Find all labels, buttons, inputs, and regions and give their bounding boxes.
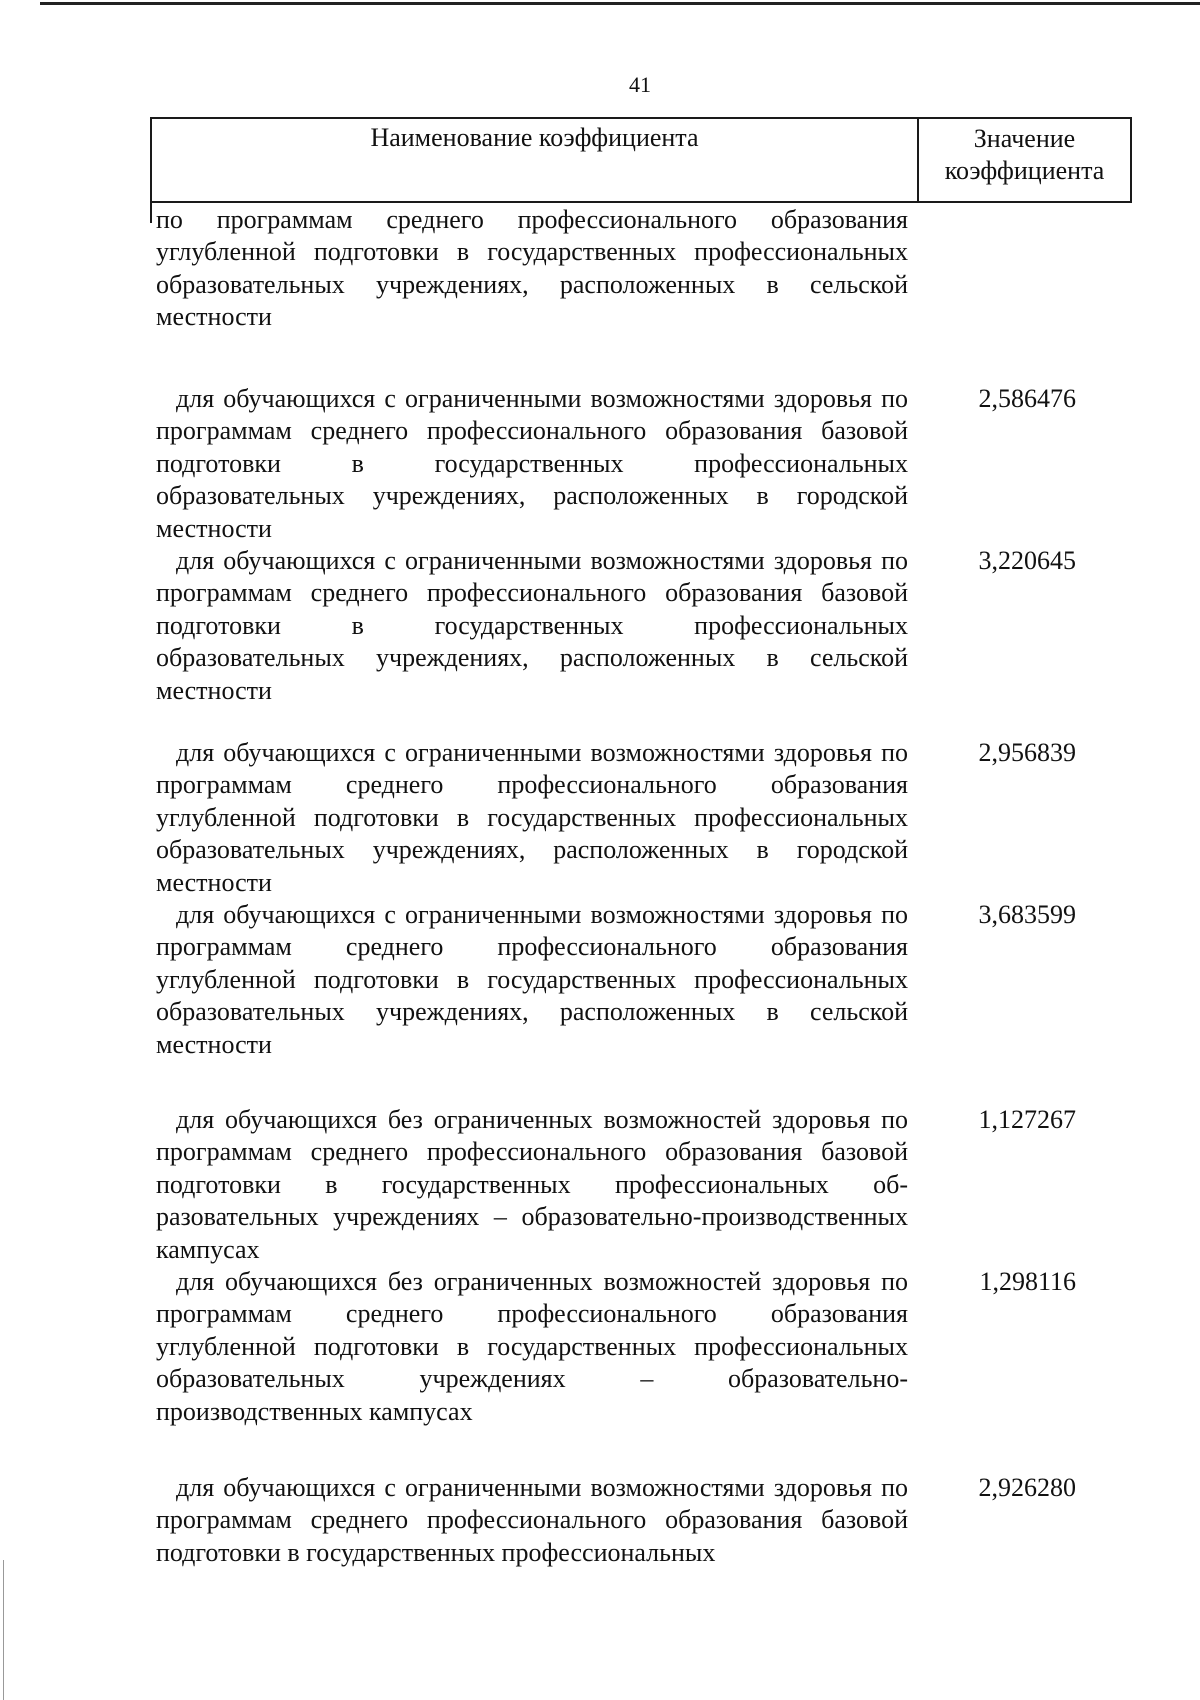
table-row [156, 737, 1132, 899]
coefficient-value: 1,298116 [979, 1267, 1076, 1296]
coefficient-value: 1,127267 [978, 1105, 1076, 1134]
coefficient-name: для обучающихся без ограниченных возможностей здоровья по программам среднего профессионального образования углубленной подготовки в государственных профессиональных образовательных учреждениях – образовательно-производственных кампусах [156, 1267, 908, 1426]
coefficient-value: 2,926280 [978, 1473, 1076, 1502]
coefficient-value [908, 204, 1132, 334]
coefficient-name: для обучающихся с ограниченными возможностями здоровья по программам среднего профессионального образования базовой подготовки в государственных профессиональных образовательных учреждениях, расположенных в городской местности [156, 384, 908, 543]
table-row [156, 545, 1132, 707]
coefficient-value: 2,586476 [978, 384, 1076, 413]
column-header-value-line2: коэффициента [944, 156, 1105, 185]
table-row [156, 1104, 1132, 1266]
table-row [156, 204, 1132, 334]
coefficient-name: для обучающихся с ограниченными возможностями здоровья по программам среднего профессионального образования углубленной подготовки в государственных профессиональных образовательных учреждениях, расположенных в городской местности [156, 738, 908, 897]
coefficient-value: 2,956839 [978, 738, 1076, 767]
column-header-name: Наименование коэффициента [152, 119, 919, 201]
table-border [150, 201, 152, 223]
column-header-value [919, 119, 1130, 201]
table-header [150, 117, 1132, 203]
scan-edge-mark [3, 1560, 4, 1700]
table-row [156, 1266, 1132, 1428]
coefficient-name: для обучающихся с ограниченными возможностями здоровья по программам среднего профессионального образования базовой подготовки в государственных профессиональных [156, 1473, 908, 1567]
table-row [156, 899, 1132, 1061]
coefficient-name: для обучающихся с ограниченными возможностями здоровья по программам среднего профессионального образования углубленной подготовки в государственных профессиональных образовательных учреждениях, расположенных в сельской местности [156, 900, 908, 1059]
coefficient-value: 3,220645 [978, 546, 1076, 575]
scan-edge-line [40, 2, 1200, 5]
coefficient-name: по программам среднего профессионального образования углубленной подготовки в государственных профессиональных образовательных учреждениях, расположенных в сельской местности [156, 205, 908, 332]
page-number: 41 [629, 72, 651, 97]
coefficient-name: для обучающихся без ограниченных возможностей здоровья по программам среднего профессионального образования базовой подготовки в государственных профессиональных образовательных учреждениях – образовательно-производственных кампусах [156, 1105, 908, 1264]
column-header-value-line1: Значение [973, 124, 1076, 153]
coefficient-name: для обучающихся с ограниченными возможностями здоровья по программам среднего профессионального образования базовой подготовки в государственных профессиональных образовательных учреждениях, расположенных в сельской местности [156, 546, 908, 705]
coefficient-value: 3,683599 [978, 900, 1076, 929]
table-row [156, 1472, 1132, 1569]
table-row [156, 383, 1132, 545]
